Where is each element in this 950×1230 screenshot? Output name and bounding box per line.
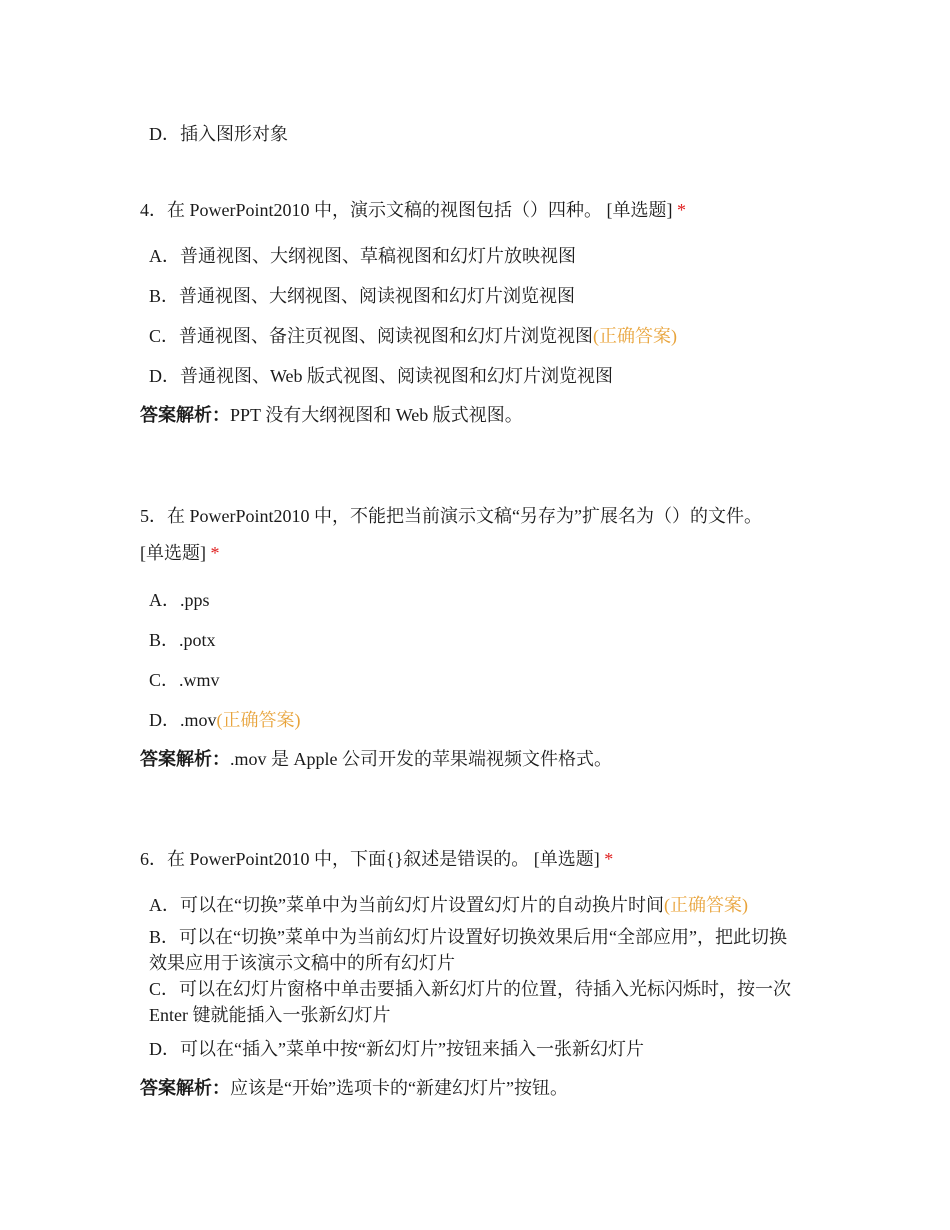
required-mark: * [210, 543, 220, 563]
question-6-option-c: C．可以在幻灯片窗格中单击要插入新幻灯片的位置，待插入光标闪烁时，按一次 Enter 键就能插入一张新幻灯片 [149, 979, 792, 1025]
option-text: A．可以在“切换”菜单中为当前幻灯片设置幻灯片的自动换片时间 [149, 895, 664, 915]
question-5-stem-line1: 5．在 PowerPoint2010 中，不能把当前演示文稿“另存为”扩展名为（）的文件。 [140, 506, 762, 526]
correct-answer-tag: (正确答案) [216, 710, 301, 730]
prev-question-option-d: D．插入图形对象 [149, 124, 288, 144]
question-4-stem-text: 4．在 PowerPoint2010 中，演示文稿的视图包括（）四种。 [单选题] [140, 200, 673, 220]
question-6-option-d: D．可以在“插入”菜单中按“新幻灯片”按钮来插入一张新幻灯片 [149, 1039, 644, 1059]
analysis-label: 答案解析： [140, 1078, 230, 1098]
required-mark: * [604, 849, 614, 869]
question-5-analysis [140, 748, 612, 770]
option-text: D．.mov [149, 710, 217, 730]
analysis-text: 应该是“开始”选项卡的“新建幻灯片”按钮。 [230, 1078, 568, 1098]
question-5-option-c: C．.wmv [149, 670, 220, 690]
question-5-option-d [149, 709, 301, 731]
question-6-analysis [140, 1077, 568, 1099]
question-4-stem [140, 199, 686, 221]
required-mark: * [677, 200, 686, 220]
question-4-option-b: B．普通视图、大纲视图、阅读视图和幻灯片浏览视图 [149, 286, 576, 306]
correct-answer-tag: (正确答案) [593, 326, 678, 346]
correct-answer-tag: (正确答案) [663, 895, 748, 915]
question-4-option-c [149, 325, 677, 347]
question-4-option-a: A．普通视图、大纲视图、草稿视图和幻灯片放映视图 [149, 246, 576, 266]
option-text: C．普通视图、备注页视图、阅读视图和幻灯片浏览视图 [149, 326, 594, 346]
question-6-stem-text: 6．在 PowerPoint2010 中，下面{}叙述是错误的。 [单选题] [140, 849, 600, 869]
analysis-text: .mov 是 Apple 公司开发的苹果端视频文件格式。 [230, 749, 612, 769]
analysis-label: 答案解析： [140, 749, 230, 769]
question-4-analysis [140, 404, 523, 426]
question-6-option-a [149, 894, 748, 916]
question-6-option-b: B．可以在“切换”菜单中为当前幻灯片设置好切换效果后用“全部应用”，把此切换效果应用于该演示文稿中的所有幻灯片 [149, 927, 787, 973]
analysis-text: PPT 没有大纲视图和 Web 版式视图。 [230, 405, 523, 425]
question-5-stem-line2 [140, 542, 220, 564]
question-6-stem [140, 848, 613, 870]
question-5-option-b: B．.potx [149, 630, 216, 650]
question-5-option-a: A．.pps [149, 590, 210, 610]
question-4-option-d: D．普通视图、Web 版式视图、阅读视图和幻灯片浏览视图 [149, 366, 614, 386]
question-5-type: [单选题] [140, 543, 206, 563]
analysis-label: 答案解析： [140, 405, 230, 425]
